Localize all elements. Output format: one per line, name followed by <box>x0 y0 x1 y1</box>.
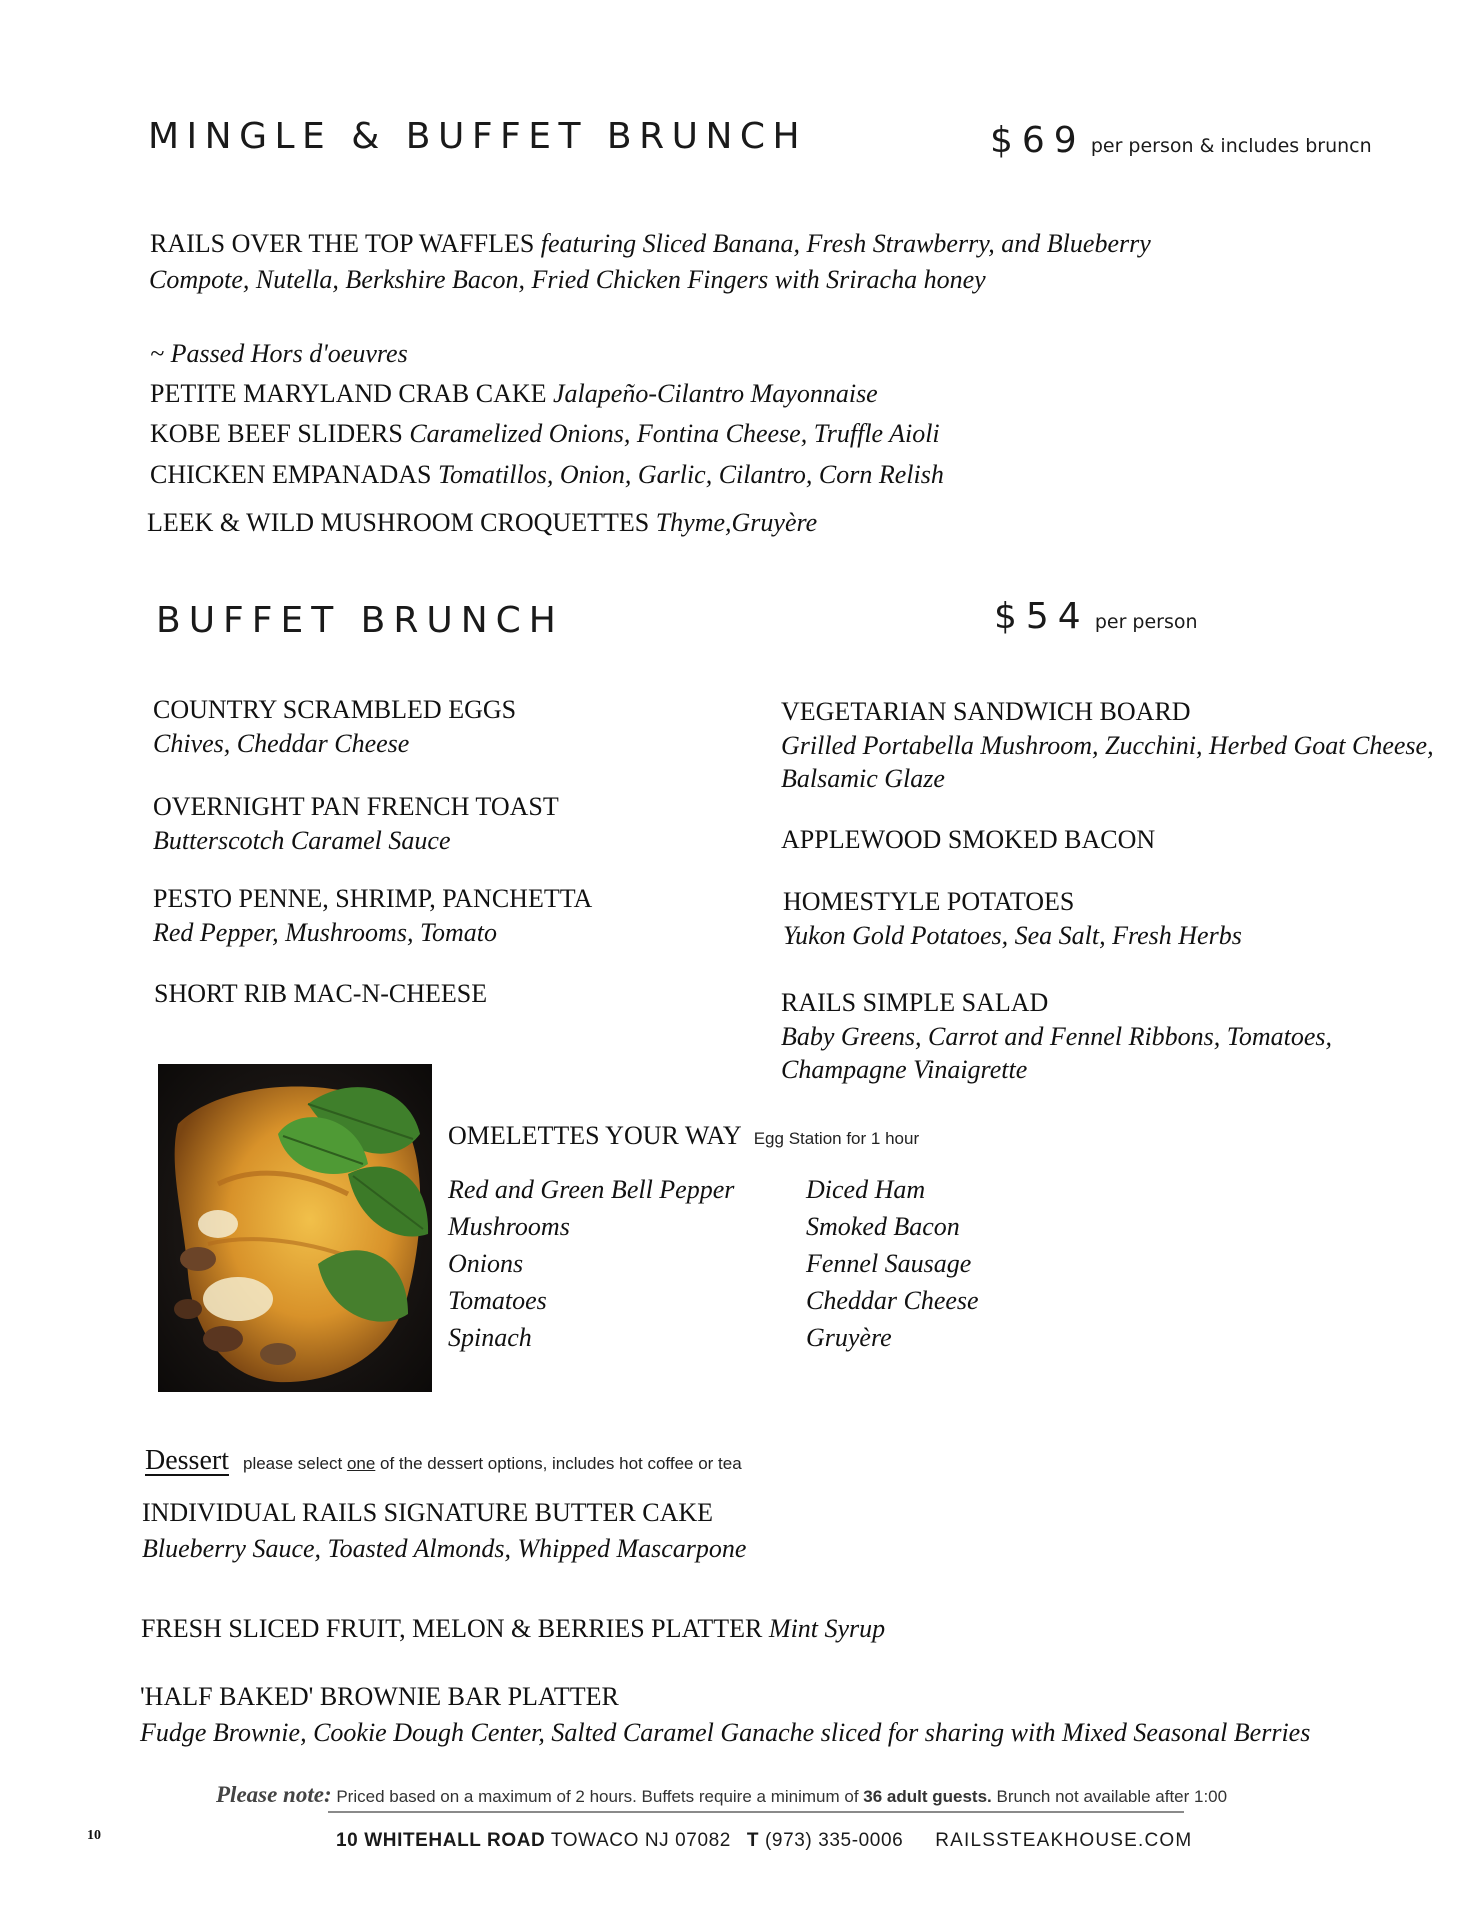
footer-note-bold: 36 adult guests. <box>863 1787 992 1806</box>
list-item: Mushrooms <box>448 1212 570 1241</box>
passed-item <box>150 458 944 492</box>
mingle-price-block <box>990 120 1372 161</box>
footer-divider <box>328 1811 1184 1813</box>
buffet-item <box>781 823 1155 857</box>
list-item: Spinach <box>448 1323 532 1352</box>
buffet-item-name: HOMESTYLE POTATOES <box>783 887 1075 916</box>
buffet-item-desc: Baby Greens, Carrot and Fennel Ribbons, Tomatoes, <box>781 1022 1333 1051</box>
buffet-item-name: OVERNIGHT PAN FRENCH TOAST <box>153 792 559 821</box>
buffet-item <box>781 986 1332 1086</box>
list-item: Smoked Bacon <box>806 1212 960 1241</box>
dessert-item-desc: Blueberry Sauce, Toasted Almonds, Whipped Mascarpone <box>142 1534 747 1563</box>
omelette-heading <box>448 1119 919 1153</box>
buffet-item-name: PESTO PENNE, SHRIMP, PANCHETTA <box>153 884 593 913</box>
phone-label: T <box>746 1830 760 1851</box>
dessert-item <box>142 1496 746 1568</box>
buffet-item <box>154 977 487 1011</box>
list-item: Onions <box>448 1249 524 1278</box>
buffet-item-name: RAILS SIMPLE SALAD <box>781 988 1049 1017</box>
list-item: Gruyère <box>806 1323 892 1352</box>
dessert-title: Dessert <box>145 1445 229 1476</box>
passed-item <box>150 417 940 451</box>
buffet-item-desc: Red Pepper, Mushrooms, Tomato <box>153 918 498 947</box>
omelette-options-col-1 <box>448 1171 734 1356</box>
dessert-item <box>141 1612 885 1646</box>
waffles-desc-2: Compote, Nutella, Berkshire Bacon, Fried Chicken Fingers with Sriracha honey <box>149 265 986 294</box>
buffet-item-name: SHORT RIB MAC-N-CHEESE <box>154 979 488 1008</box>
buffet-item-desc: Butterscotch Caramel Sauce <box>153 826 451 855</box>
footer-note-text: Priced based on a maximum of 2 hours. Buffets require a minimum of <box>336 1787 859 1806</box>
list-item: Cheddar Cheese <box>806 1286 979 1315</box>
passed-item-name: LEEK & WILD MUSHROOM CROQUETTES <box>147 508 650 537</box>
passed-item-name: KOBE BEEF SLIDERS <box>150 419 403 448</box>
address-street: 10 WHITEHALL ROAD <box>336 1830 546 1851</box>
omelette-photo-illustration <box>158 1064 432 1392</box>
waffles-name: RAILS OVER THE TOP WAFFLES <box>150 229 535 258</box>
buffet-item-desc: Grilled Portabella Mushroom, Zucchini, Herbed Goat Cheese, <box>781 731 1434 760</box>
dessert-item-name: FRESH SLICED FRUIT, MELON & BERRIES PLATTER <box>141 1614 763 1643</box>
passed-item-name: CHICKEN EMPANADAS <box>150 460 432 489</box>
buffet-title: BUFFET BRUNCH <box>156 600 564 641</box>
buffet-price-note: per person <box>1094 611 1198 633</box>
dessert-heading <box>145 1445 742 1477</box>
passed-heading: ~ Passed Hors d'oeuvres <box>150 339 408 368</box>
passed-item-desc: Thyme,Gruyère <box>655 508 818 537</box>
buffet-item-desc: Balsamic Glaze <box>781 764 945 793</box>
dessert-item-name: INDIVIDUAL RAILS SIGNATURE BUTTER CAKE <box>142 1498 713 1527</box>
address-city: TOWACO NJ 07082 <box>550 1830 731 1851</box>
passed-item <box>150 377 878 411</box>
page-number: 10 <box>87 1828 101 1843</box>
omelette-options-col-2 <box>806 1171 979 1356</box>
omelette-note: Egg Station for 1 hour <box>753 1129 920 1148</box>
buffet-item-name: VEGETARIAN SANDWICH BOARD <box>781 697 1191 726</box>
passed-item-desc: Jalapeño-Cilantro Mayonnaise <box>553 379 878 408</box>
footer-note <box>216 1782 1227 1808</box>
omelette-title: OMELETTES YOUR WAY <box>448 1121 742 1150</box>
phone-number: (973) 335-0006 <box>764 1830 904 1851</box>
buffet-item <box>783 885 1242 952</box>
buffet-item <box>153 790 559 857</box>
please-note-label: Please note: <box>216 1782 332 1807</box>
list-item: Diced Ham <box>806 1175 926 1204</box>
passed-item <box>147 506 817 540</box>
buffet-item <box>153 882 592 949</box>
mingle-price-note: per person & includes bruncn <box>1090 135 1372 157</box>
dessert-note-post: of the dessert options, includes hot coffee or tea <box>375 1454 742 1473</box>
buffet-item-name: APPLEWOOD SMOKED BACON <box>781 825 1156 854</box>
list-item: Red and Green Bell Pepper <box>448 1175 735 1204</box>
footer-note-end: Brunch not available after 1:00 <box>996 1787 1228 1806</box>
list-item: Fennel Sausage <box>806 1249 972 1278</box>
mingle-price: $69 <box>990 120 1086 161</box>
footer-address <box>336 1830 1192 1852</box>
dessert-note-pre: please select <box>242 1454 347 1473</box>
buffet-item-desc: Chives, Cheddar Cheese <box>153 729 410 758</box>
list-item: Tomatoes <box>448 1286 547 1315</box>
passed-item-desc: Tomatillos, Onion, Garlic, Cilantro, Corn Relish <box>437 460 944 489</box>
dessert-note-one: one <box>346 1454 376 1473</box>
dessert-item <box>140 1680 1310 1752</box>
waffles-line-1 <box>150 227 1151 261</box>
omelette-photo <box>158 1064 432 1392</box>
buffet-item-name: COUNTRY SCRAMBLED EGGS <box>153 695 517 724</box>
dessert-item-name: 'HALF BAKED' BROWNIE BAR PLATTER <box>140 1682 619 1711</box>
mingle-title: MINGLE & BUFFET BRUNCH <box>148 116 808 157</box>
buffet-item <box>153 693 516 760</box>
dessert-item-desc: Fudge Brownie, Cookie Dough Center, Salted Caramel Ganache sliced for sharing with Mixed Seasonal Berries <box>140 1718 1311 1747</box>
buffet-item <box>781 695 1434 795</box>
buffet-price-block <box>994 596 1198 637</box>
waffles-desc-1: featuring Sliced Banana, Fresh Strawberry, and Blueberry <box>540 229 1151 258</box>
website-link[interactable]: RAILSSTEAKHOUSE.COM <box>935 1830 1193 1851</box>
passed-item-desc: Caramelized Onions, Fontina Cheese, Truffle Aioli <box>409 419 940 448</box>
buffet-item-desc: Champagne Vinaigrette <box>781 1055 1028 1084</box>
dessert-item-desc: Mint Syrup <box>768 1614 886 1643</box>
buffet-price: $54 <box>994 596 1090 637</box>
buffet-item-desc: Yukon Gold Potatoes, Sea Salt, Fresh Herbs <box>783 921 1242 950</box>
passed-item-name: PETITE MARYLAND CRAB CAKE <box>150 379 547 408</box>
